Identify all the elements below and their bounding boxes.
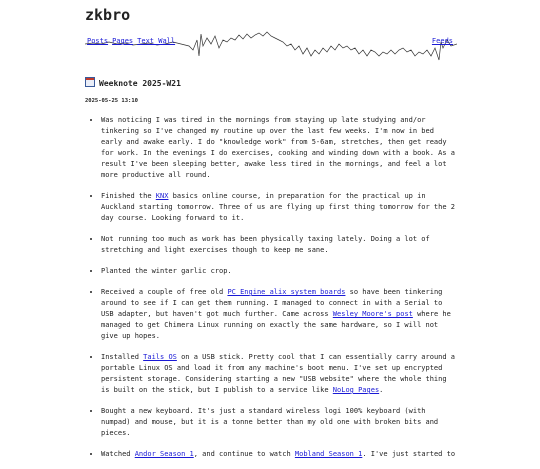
item-text: Finished the [101,192,156,200]
item-text: Received a couple of free old [101,288,228,296]
item-text: . I've just started to [362,450,456,458]
item-text: basics online course, in preparation for the practical up in Auckland starting tomorrow. Three of us are flying up first thing tomorrow for the 2 day course. Looking forward to it. [101,192,456,222]
inline-link[interactable]: PC Engine alix system boards [227,288,346,296]
post-list-item [101,286,457,342]
inline-link[interactable]: Tails OS [143,353,177,361]
item-text: Planted the winter garlic crop. [101,267,232,275]
site-nav [87,36,175,47]
nav-link-text-wall[interactable]: Text Wall [137,37,176,45]
inline-link[interactable]: Andor Season 1 [134,450,194,458]
item-text: , and continue to watch [193,450,295,458]
post-list-item [101,233,457,256]
site-title[interactable]: zkbro [85,6,131,24]
calendar-icon [85,77,95,87]
post-list-item [101,405,457,439]
item-text: on a USB stick. Pretty cool that I can essentially carry around a portable Linux OS and load it from any machine's boot menu. I've set up encrypted persistent storage. Considering starting a new "USB website" where the whole thing is built on the stick, but I publish to a service like [101,353,456,394]
post-title [85,77,457,90]
post-list-item [101,265,457,277]
post-list-item [101,190,457,224]
post-list-item [101,114,457,181]
post-list-item [101,351,457,396]
item-text: Not running too much as work has been physically taxing lately. Doing a lot of stretching and light exercises though to keep me sane. [101,235,430,254]
item-text: so have been tinkering around to see if I can get them running. I managed to connect in with a Serial to USB adapter, but haven't got much further. Came across [101,288,443,318]
item-text: Bought a new keyboard. It's just a standard wireless logi 100% keyboard (with numpad) and mouse, but it is a tonne better than my old one with broken bits and pieces. [101,407,439,437]
item-text: . [379,386,384,394]
post-title-text: Weeknote 2025-W21 [99,79,181,88]
item-text: Was noticing I was tired in the mornings from staying up late studying and/or tinkering so I've changed my routine up over the last few weeks. I'm now in bed early and awake early. I do "knowledge work" from 5-6am, stretches, then get ready for work. In the evenings I do exercises, cooking and winding down with a book. As a result I've been sleeping better, awake less tired in the mornings, and feel a lot more productive all round. [101,116,456,179]
item-text: where he managed to get Chimera Linux running on exactly the same hardware, so I will not give up hopes. [101,310,451,340]
nav-link-pages[interactable]: Pages [112,37,134,45]
inline-link[interactable]: KNX [155,192,169,200]
item-text: Installed [101,353,144,361]
nav-link-posts[interactable]: Posts [87,37,109,45]
inline-link[interactable]: Mobland Season 1 [294,450,363,458]
post [85,77,457,469]
post-list-item [101,448,457,460]
inline-link[interactable]: NoLog Pages [332,386,380,394]
item-text: Watched [101,450,135,458]
post-body-list [85,114,457,460]
post-date: 2025-05-25 13:10 [85,98,138,104]
inline-link[interactable]: Wesley Moore's post [332,310,413,318]
nav-link-feeds[interactable]: Feeds [431,37,453,45]
